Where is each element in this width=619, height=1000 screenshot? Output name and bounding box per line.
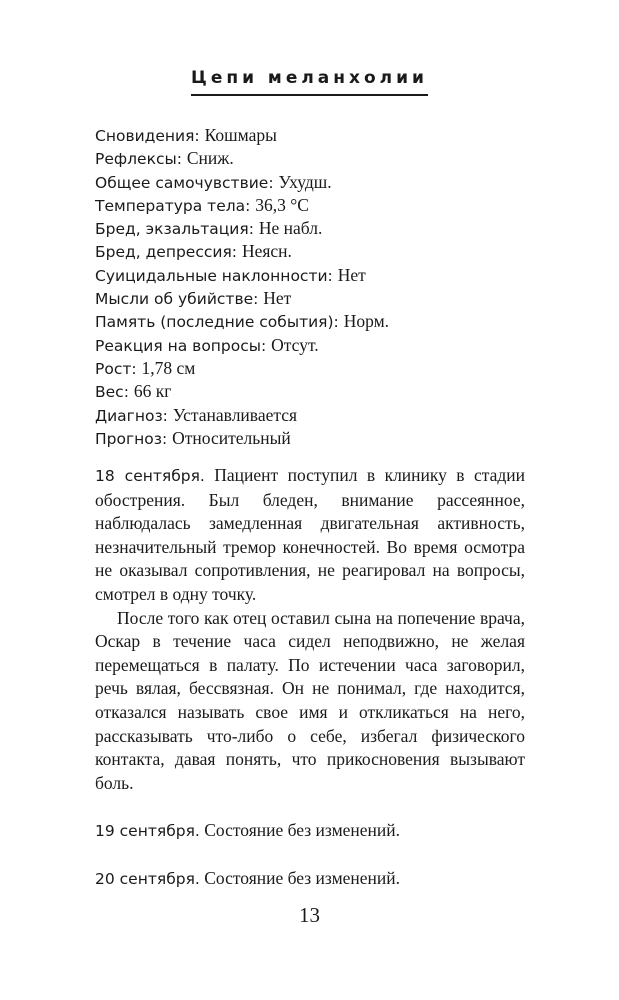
field-value: Нет: [337, 264, 366, 285]
field-memory: [95, 310, 535, 333]
entry-text: После того как отец оставил сына на попечение врача, Оскар в течение часа сидел неподвижно, не желая перемещаться в палату. По истечении часа заговорил, речь вялая, бессвязная. Он не понимал, где находится, отказался называть свое имя и откликаться на него, рассказывать что-либо о себе, избегал физического контакта, давая понять, что прикосновения вызывают боль.: [95, 607, 525, 793]
field-wellbeing: [95, 171, 535, 194]
entry-paragraph: [95, 464, 525, 607]
field-label: Память (последние события):: [95, 313, 344, 332]
diary-entries: [95, 464, 525, 892]
field-value: Сниж.: [186, 148, 234, 169]
field-value: 1,78 см: [141, 357, 196, 378]
field-label: Прогноз:: [95, 429, 173, 448]
field-dreams: [95, 124, 535, 147]
field-label: Общее самочувствие:: [95, 173, 279, 192]
field-value: Норм.: [343, 311, 390, 332]
field-label: Суицидальные наклонности:: [95, 266, 338, 285]
page-number: 13: [299, 903, 320, 927]
field-temperature: [95, 194, 535, 217]
field-value: Отсут.: [271, 334, 319, 355]
entry-text: Состояние без изменений.: [199, 819, 401, 840]
field-value: Не набл.: [258, 218, 323, 239]
field-label: Вес:: [95, 383, 134, 402]
running-header: [0, 68, 619, 96]
field-label: Реакция на вопросы:: [95, 336, 272, 355]
field-delirium-depression: [95, 240, 535, 263]
field-label: Сновидения:: [95, 127, 205, 145]
book-title: Цепи меланхолии: [191, 68, 428, 96]
entry-text: Состояние без изменений.: [199, 868, 401, 889]
field-reflexes: [95, 147, 535, 170]
field-prognosis: [95, 427, 535, 450]
field-label: Бред, депрессия:: [95, 243, 242, 262]
field-label: Мысли об убийстве:: [95, 290, 264, 309]
entry-paragraph: [95, 607, 525, 796]
entry-date: 19 сентября.: [95, 821, 200, 840]
paragraph-gap: [95, 844, 525, 868]
field-label: Температура тела:: [95, 196, 256, 215]
field-suicidal: [95, 264, 535, 287]
field-value: Устанавливается: [172, 404, 298, 425]
field-diagnosis: [95, 404, 535, 427]
entry-paragraph: [95, 819, 525, 844]
field-value: Нет: [263, 288, 292, 309]
entry-date: 20 сентября.: [95, 870, 200, 889]
paragraph-gap: [95, 795, 525, 819]
patient-fields-list: [95, 124, 535, 450]
field-label: Рост:: [95, 359, 142, 378]
field-value: Относительный: [172, 427, 291, 448]
field-value: Кошмары: [204, 125, 277, 145]
field-value: 66 кг: [133, 381, 172, 402]
field-label: Диагноз:: [95, 406, 173, 425]
field-delirium-exaltation: [95, 217, 535, 240]
field-value: Ухудш.: [278, 171, 332, 192]
field-reaction: [95, 334, 535, 357]
field-label: Рефлексы:: [95, 150, 187, 169]
entry-date: 18 сентября.: [95, 467, 205, 485]
entry-paragraph: [95, 867, 525, 892]
field-value: 36,3 °С: [255, 194, 309, 215]
field-height: [95, 357, 535, 380]
field-label: Бред, экзальтация:: [95, 220, 259, 239]
field-value: Неясн.: [241, 241, 292, 262]
field-weight: [95, 380, 535, 403]
field-homicidal: [95, 287, 535, 310]
entry-text: Пациент поступил в клинику в стадии обострения. Был бледен, внимание рассеянное, наблюдалась замедленная двигательная активность, незначительный тремор конечностей. Во время осмотра не оказывал сопротивления, не реагировал на вопросы, смотрел в одну точку.: [95, 465, 525, 604]
